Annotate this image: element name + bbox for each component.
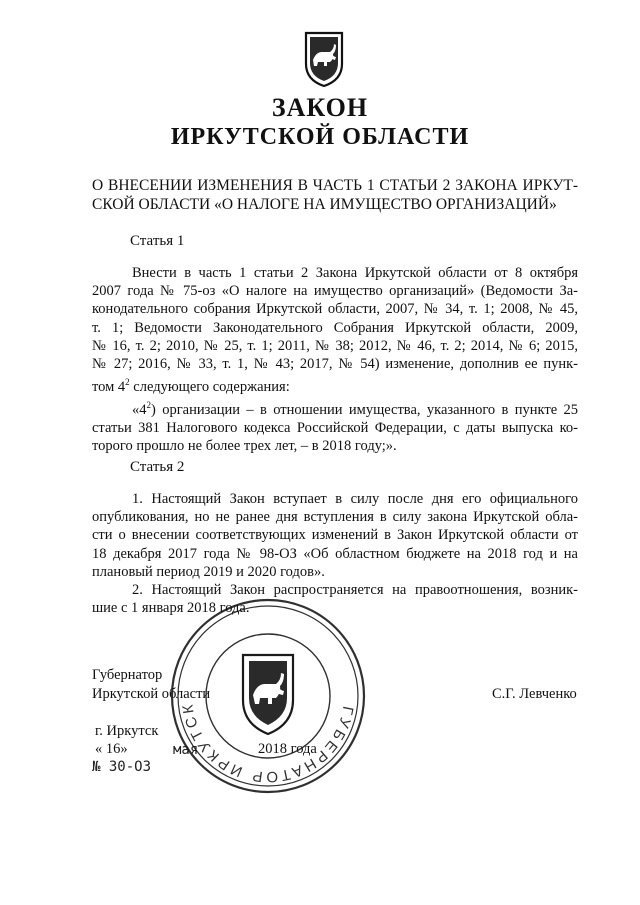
text-line: Внести в часть 1 статьи 2 Закона Иркутской области от 8 октября — [132, 265, 578, 281]
signatory-position-line2: Иркутской области — [92, 686, 211, 702]
text-line: № 16, т. 2; 2010, № 25, т. 1; 2011, № 38; 2012, № 46, т. 2; 2014, № 6; 2015, — [92, 337, 578, 354]
text-line: плановый период 2019 и 2020 годов». — [92, 563, 325, 580]
text-line: 1. Настоящий Закон вступает в силу после дня его официального — [132, 491, 578, 507]
law-number: № 30-ОЗ — [92, 759, 152, 775]
date-year: 2018 года — [258, 741, 317, 757]
quote-line — [92, 396, 578, 419]
svg-text:ГУБЕРНАТОР ИРКУТСКОЙ ОБЛАСТИ: ГУБЕРНАТОР ИРКУТСК — [179, 700, 357, 786]
text-line: конодательного собрания Иркутской области, 2007, № 34, т. 1; 2008, № 45, — [92, 301, 578, 318]
official-seal-stamp — [168, 596, 368, 796]
text-line: сти о внесении соответствующих изменений в Закон Иркутской области от — [92, 527, 578, 544]
text-line: шие с 1 января 2018 года. — [92, 600, 250, 617]
signatory-name: С.Г. Левченко — [492, 686, 577, 702]
text-fragment: «4 — [132, 402, 147, 419]
text-line: № 27; 2016, № 33, т. 1, № 43; 2017, № 54) изменение, дополнив ее пунк- — [92, 356, 578, 373]
quote-line: статьи 381 Налогового кодекса Российской Федерации, с даты выпуска ко- — [92, 420, 578, 437]
date-month: мая — [173, 742, 199, 758]
article-2-heading: Статья 2 — [130, 459, 185, 475]
subtitle-line: СКОЙ ОБЛАСТИ «О НАЛОГЕ НА ИМУЩЕСТВО ОРГАНИЗАЦИЙ» — [92, 196, 557, 213]
place-of-signing: г. Иркутск — [95, 723, 159, 739]
text-line: т. 1; Ведомости Законодательного Собрания Иркутской области, 2009, — [92, 319, 578, 336]
text-line: опубликования, но не ранее дня вступления в силу закона Иркутской обла- — [92, 509, 578, 526]
date-day: « 16» — [95, 741, 128, 757]
superscript: 2 — [125, 377, 130, 388]
text-line: 18 декабря 2017 года № 98-ОЗ «Об областном бюджете на 2018 год и на — [92, 545, 578, 562]
text-fragment: том 4 — [92, 379, 126, 396]
superscript: 2 — [146, 400, 151, 411]
signatory-position-line1: Губернатор — [92, 667, 163, 683]
law-subtitle — [92, 176, 578, 214]
text-line — [92, 373, 578, 396]
document-title-line2: ИРКУТСКОЙ ОБЛАСТИ — [170, 124, 470, 150]
document-title-line1: ЗАКОН — [271, 93, 369, 122]
subtitle-line: О ВНЕСЕНИИ ИЗМЕНЕНИЯ В ЧАСТЬ 1 СТАТЬИ 2 ЗАКОНА ИРКУТ- — [92, 177, 578, 194]
text-fragment: ) организации – в отношении имущества, указанного в пункте 25 — [151, 402, 578, 419]
article-1-heading: Статья 1 — [130, 233, 185, 249]
text-line: 2. Настоящий Закон распространяется на правоотношения, возник- — [132, 582, 578, 599]
text-line: 2007 года № 75-оз «О налоге на имущество организаций» (Ведомости За- — [92, 283, 578, 300]
coat-of-arms-icon — [303, 30, 345, 88]
article-1-body — [92, 264, 578, 456]
text-fragment: следующего содержания: — [129, 379, 290, 396]
quote-line: торого прошло не более трех лет, – в 2018 году;». — [92, 438, 397, 455]
